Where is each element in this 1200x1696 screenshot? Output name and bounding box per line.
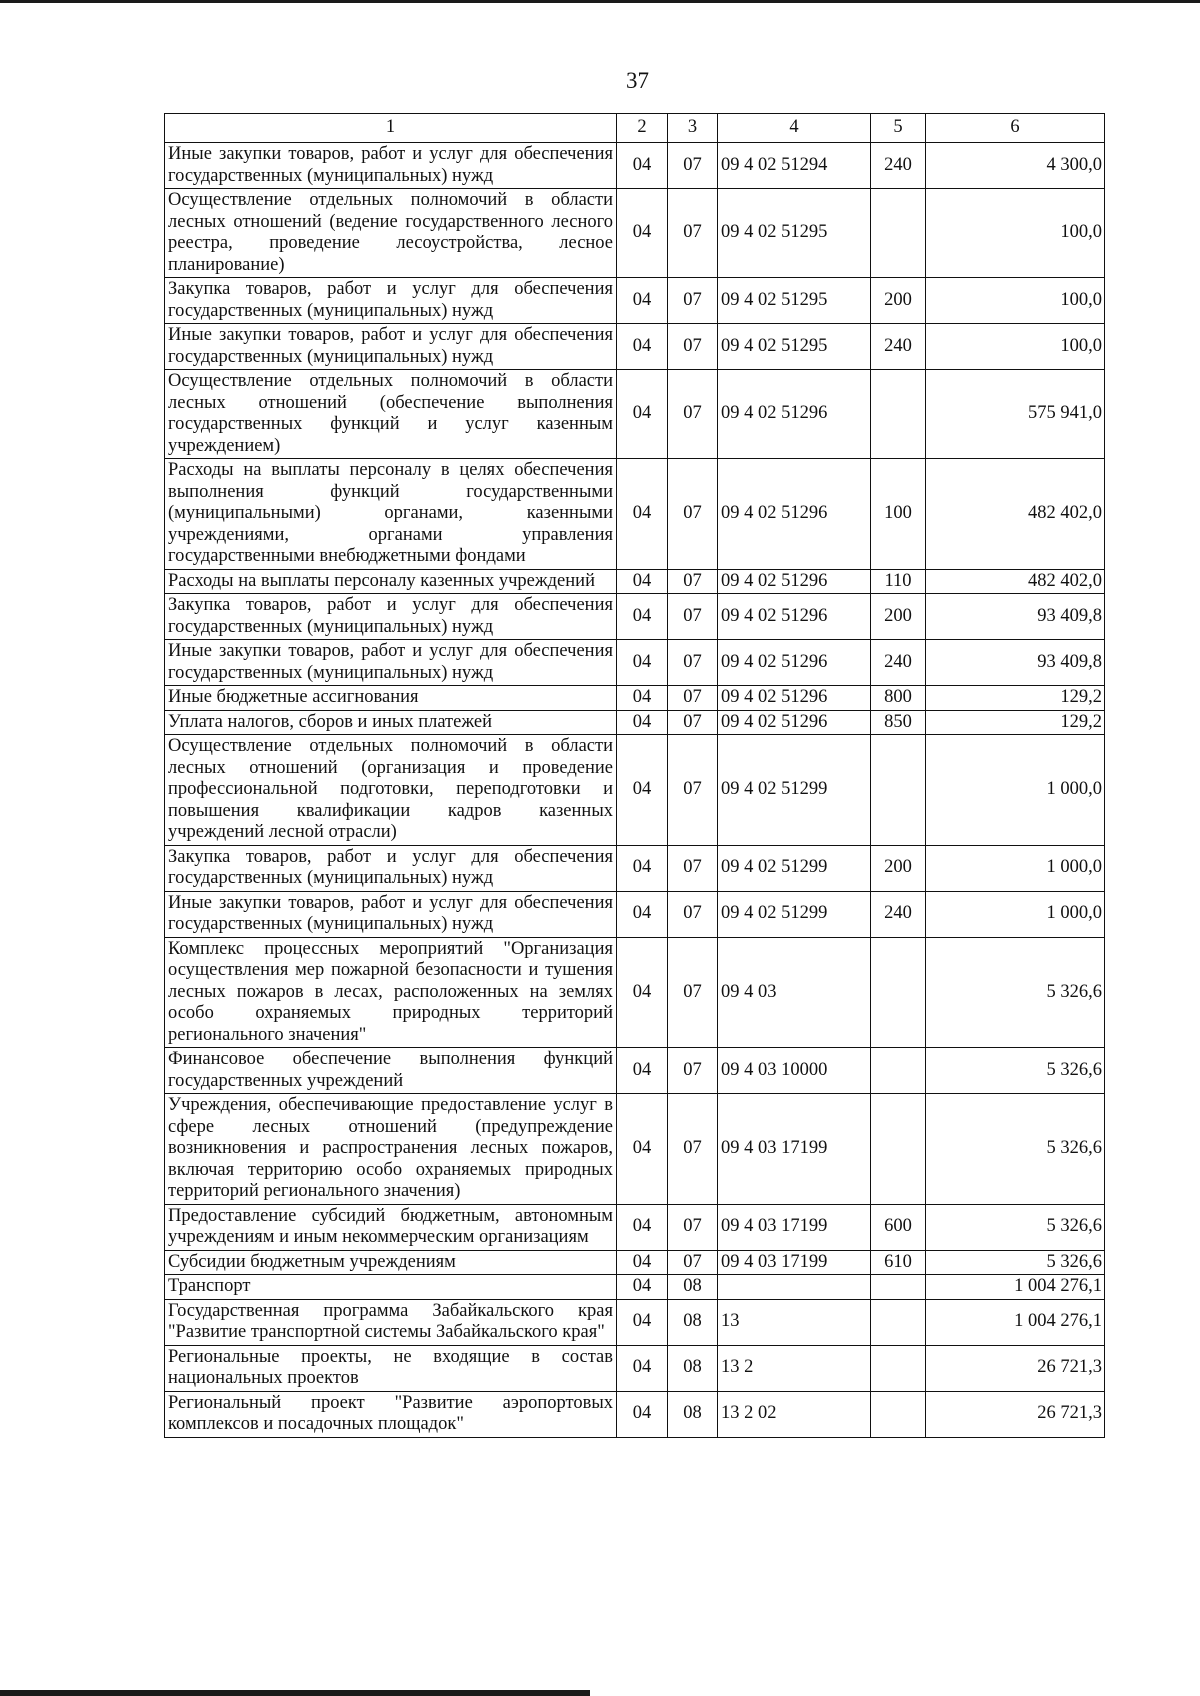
- row-amount: 575 941,0: [926, 370, 1105, 459]
- row-target-article: 09 4 02 51295: [718, 324, 871, 370]
- row-description: Осуществление отдельных полномочий в области лесных отношений (обеспечение выполнения государственных функций и услуг казенным учреждением): [165, 370, 617, 459]
- budget-table: [164, 113, 1105, 1438]
- row-section: 04: [617, 189, 668, 278]
- row-amount: 4 300,0: [926, 143, 1105, 189]
- row-amount: 5 326,6: [926, 1048, 1105, 1094]
- row-amount: 93 409,8: [926, 640, 1105, 686]
- row-target-article: 09 4 02 51296: [718, 686, 871, 711]
- row-subsection: 07: [668, 370, 718, 459]
- row-subsection: 07: [668, 594, 718, 640]
- row-section: 04: [617, 686, 668, 711]
- row-expense-type: 800: [871, 686, 926, 711]
- row-amount: 1 000,0: [926, 891, 1105, 937]
- row-subsection: 07: [668, 640, 718, 686]
- row-amount: 5 326,6: [926, 1094, 1105, 1205]
- table-row: [165, 686, 1105, 711]
- row-target-article: 09 4 02 51296: [718, 370, 871, 459]
- row-target-article: 09 4 02 51296: [718, 640, 871, 686]
- row-section: 04: [617, 640, 668, 686]
- table-row: [165, 459, 1105, 570]
- row-description: Транспорт: [165, 1275, 617, 1300]
- table-row: [165, 324, 1105, 370]
- row-amount: 129,2: [926, 710, 1105, 735]
- header-col-5: 5: [871, 114, 926, 143]
- row-target-article: [718, 1275, 871, 1300]
- row-amount: 5 326,6: [926, 937, 1105, 1048]
- row-subsection: 07: [668, 569, 718, 594]
- row-section: 04: [617, 459, 668, 570]
- row-subsection: 07: [668, 1204, 718, 1250]
- row-expense-type: 200: [871, 845, 926, 891]
- row-expense-type: [871, 1094, 926, 1205]
- table-row: [165, 1299, 1105, 1345]
- row-amount: 1 004 276,1: [926, 1275, 1105, 1300]
- table-row: [165, 891, 1105, 937]
- row-expense-type: 240: [871, 891, 926, 937]
- row-amount: 100,0: [926, 189, 1105, 278]
- row-section: 04: [617, 1250, 668, 1275]
- row-expense-type: 850: [871, 710, 926, 735]
- page-number: 37: [626, 68, 649, 93]
- row-description: Закупка товаров, работ и услуг для обеспечения государственных (муниципальных) нужд: [165, 278, 617, 324]
- row-section: 04: [617, 1204, 668, 1250]
- row-target-article: 09 4 03 17199: [718, 1204, 871, 1250]
- row-target-article: 13 2 02: [718, 1391, 871, 1437]
- row-expense-type: 200: [871, 278, 926, 324]
- row-section: 04: [617, 569, 668, 594]
- row-expense-type: 240: [871, 640, 926, 686]
- row-description: Финансовое обеспечение выполнения функций государственных учреждений: [165, 1048, 617, 1094]
- table-row: [165, 569, 1105, 594]
- row-target-article: 13: [718, 1299, 871, 1345]
- row-description: Осуществление отдельных полномочий в области лесных отношений (ведение государственного лесного реестра, проведение лесоустройства, лесное планирование): [165, 189, 617, 278]
- row-description: Комплекс процессных мероприятий "Организация осуществления мер пожарной безопасности и тушения лесных пожаров в лесах, расположенных на землях особо охраняемых природных территорий регионального значения": [165, 937, 617, 1048]
- row-description: Иные закупки товаров, работ и услуг для обеспечения государственных (муниципальных) нужд: [165, 640, 617, 686]
- row-description: Государственная программа Забайкальского края "Развитие транспортной системы Забайкальского края": [165, 1299, 617, 1345]
- row-amount: 129,2: [926, 686, 1105, 711]
- row-amount: 100,0: [926, 278, 1105, 324]
- header-col-6: 6: [926, 114, 1105, 143]
- table-row: [165, 1391, 1105, 1437]
- scan-edge-bottom: [0, 1690, 590, 1696]
- table-row: [165, 710, 1105, 735]
- row-target-article: 09 4 02 51296: [718, 710, 871, 735]
- row-target-article: 09 4 02 51299: [718, 891, 871, 937]
- header-col-4: 4: [718, 114, 871, 143]
- row-section: 04: [617, 1345, 668, 1391]
- row-subsection: 07: [668, 189, 718, 278]
- row-subsection: 08: [668, 1299, 718, 1345]
- row-amount: 1 004 276,1: [926, 1299, 1105, 1345]
- row-amount: 5 326,6: [926, 1250, 1105, 1275]
- row-target-article: 09 4 03: [718, 937, 871, 1048]
- row-expense-type: [871, 1048, 926, 1094]
- row-section: 04: [617, 278, 668, 324]
- row-target-article: 09 4 03 10000: [718, 1048, 871, 1094]
- row-subsection: 08: [668, 1391, 718, 1437]
- row-subsection: 07: [668, 735, 718, 846]
- row-amount: 1 000,0: [926, 845, 1105, 891]
- row-expense-type: [871, 937, 926, 1048]
- row-target-article: 09 4 02 51296: [718, 459, 871, 570]
- row-subsection: 07: [668, 278, 718, 324]
- row-section: 04: [617, 735, 668, 846]
- row-subsection: 08: [668, 1275, 718, 1300]
- row-subsection: 07: [668, 845, 718, 891]
- table-header-row: [165, 114, 1105, 143]
- row-expense-type: 100: [871, 459, 926, 570]
- row-expense-type: [871, 1275, 926, 1300]
- row-expense-type: 600: [871, 1204, 926, 1250]
- row-section: 04: [617, 1391, 668, 1437]
- table-row: [165, 1048, 1105, 1094]
- row-target-article: 13 2: [718, 1345, 871, 1391]
- row-subsection: 07: [668, 1250, 718, 1275]
- table-row: [165, 278, 1105, 324]
- row-description: Иные закупки товаров, работ и услуг для обеспечения государственных (муниципальных) нужд: [165, 143, 617, 189]
- row-description: Региональные проекты, не входящие в состав национальных проектов: [165, 1345, 617, 1391]
- row-expense-type: [871, 1345, 926, 1391]
- row-description: Иные бюджетные ассигнования: [165, 686, 617, 711]
- row-expense-type: [871, 1299, 926, 1345]
- row-subsection: 07: [668, 710, 718, 735]
- row-expense-type: [871, 370, 926, 459]
- row-section: 04: [617, 370, 668, 459]
- budget-table-container: [164, 113, 1104, 1438]
- header-col-3: 3: [668, 114, 718, 143]
- row-subsection: 07: [668, 459, 718, 570]
- row-section: 04: [617, 1094, 668, 1205]
- row-description: Иные закупки товаров, работ и услуг для обеспечения государственных (муниципальных) нужд: [165, 891, 617, 937]
- row-description: Региональный проект "Развитие аэропортовых комплексов и посадочных площадок": [165, 1391, 617, 1437]
- row-section: 04: [617, 1299, 668, 1345]
- row-target-article: 09 4 02 51299: [718, 735, 871, 846]
- row-expense-type: 240: [871, 143, 926, 189]
- row-expense-type: [871, 189, 926, 278]
- row-section: 04: [617, 1048, 668, 1094]
- row-amount: 93 409,8: [926, 594, 1105, 640]
- row-expense-type: [871, 1391, 926, 1437]
- row-target-article: 09 4 03 17199: [718, 1250, 871, 1275]
- row-subsection: 07: [668, 324, 718, 370]
- row-description: Учреждения, обеспечивающие предоставление услуг в сфере лесных отношений (предупреждение возникновения и распространения лесных пожаров, включая территорию особо охраняемых природных территорий регионального значения): [165, 1094, 617, 1205]
- table-row: [165, 1094, 1105, 1205]
- table-row: [165, 143, 1105, 189]
- table-row: [165, 1204, 1105, 1250]
- row-target-article: 09 4 02 51294: [718, 143, 871, 189]
- row-section: 04: [617, 891, 668, 937]
- row-description: Осуществление отдельных полномочий в области лесных отношений (организация и проведение профессиональной подготовки, переподготовки и повышения квалификации кадров казенных учреждений лесной отрасли): [165, 735, 617, 846]
- row-subsection: 08: [668, 1345, 718, 1391]
- table-row: [165, 1275, 1105, 1300]
- row-expense-type: 200: [871, 594, 926, 640]
- table-row: [165, 640, 1105, 686]
- row-subsection: 07: [668, 143, 718, 189]
- row-section: 04: [617, 710, 668, 735]
- row-description: Уплата налогов, сборов и иных платежей: [165, 710, 617, 735]
- row-target-article: 09 4 02 51296: [718, 594, 871, 640]
- row-subsection: 07: [668, 891, 718, 937]
- row-amount: 5 326,6: [926, 1204, 1105, 1250]
- scan-edge-top: [0, 0, 1200, 3]
- row-section: 04: [617, 845, 668, 891]
- row-target-article: 09 4 03 17199: [718, 1094, 871, 1205]
- row-expense-type: 110: [871, 569, 926, 594]
- row-amount: 482 402,0: [926, 569, 1105, 594]
- header-col-1: 1: [165, 114, 617, 143]
- table-row: [165, 1250, 1105, 1275]
- row-section: 04: [617, 594, 668, 640]
- table-row: [165, 189, 1105, 278]
- row-section: 04: [617, 937, 668, 1048]
- row-description: Расходы на выплаты персоналу в целях обеспечения выполнения функций государственными (муниципальными) органами, казенными учреждениями, органами управления государственными внебюджетными фондами: [165, 459, 617, 570]
- row-target-article: 09 4 02 51295: [718, 189, 871, 278]
- row-description: Предоставление субсидий бюджетным, автономным учреждениям и иным некоммерческим организациям: [165, 1204, 617, 1250]
- row-description: Иные закупки товаров, работ и услуг для обеспечения государственных (муниципальных) нужд: [165, 324, 617, 370]
- row-target-article: 09 4 02 51296: [718, 569, 871, 594]
- row-amount: 482 402,0: [926, 459, 1105, 570]
- row-subsection: 07: [668, 686, 718, 711]
- row-expense-type: 610: [871, 1250, 926, 1275]
- row-description: Расходы на выплаты персоналу казенных учреждений: [165, 569, 617, 594]
- table-row: [165, 735, 1105, 846]
- table-row: [165, 845, 1105, 891]
- row-subsection: 07: [668, 1094, 718, 1205]
- table-row: [165, 370, 1105, 459]
- table-row: [165, 937, 1105, 1048]
- row-subsection: 07: [668, 1048, 718, 1094]
- row-amount: 26 721,3: [926, 1345, 1105, 1391]
- row-subsection: 07: [668, 937, 718, 1048]
- row-target-article: 09 4 02 51295: [718, 278, 871, 324]
- row-section: 04: [617, 324, 668, 370]
- row-expense-type: 240: [871, 324, 926, 370]
- row-section: 04: [617, 143, 668, 189]
- table-body: [165, 143, 1105, 1438]
- row-amount: 1 000,0: [926, 735, 1105, 846]
- row-description: Закупка товаров, работ и услуг для обеспечения государственных (муниципальных) нужд: [165, 845, 617, 891]
- row-section: 04: [617, 1275, 668, 1300]
- header-col-2: 2: [617, 114, 668, 143]
- row-amount: 26 721,3: [926, 1391, 1105, 1437]
- table-row: [165, 1345, 1105, 1391]
- row-expense-type: [871, 735, 926, 846]
- row-amount: 100,0: [926, 324, 1105, 370]
- row-description: Субсидии бюджетным учреждениям: [165, 1250, 617, 1275]
- row-description: Закупка товаров, работ и услуг для обеспечения государственных (муниципальных) нужд: [165, 594, 617, 640]
- table-row: [165, 594, 1105, 640]
- row-target-article: 09 4 02 51299: [718, 845, 871, 891]
